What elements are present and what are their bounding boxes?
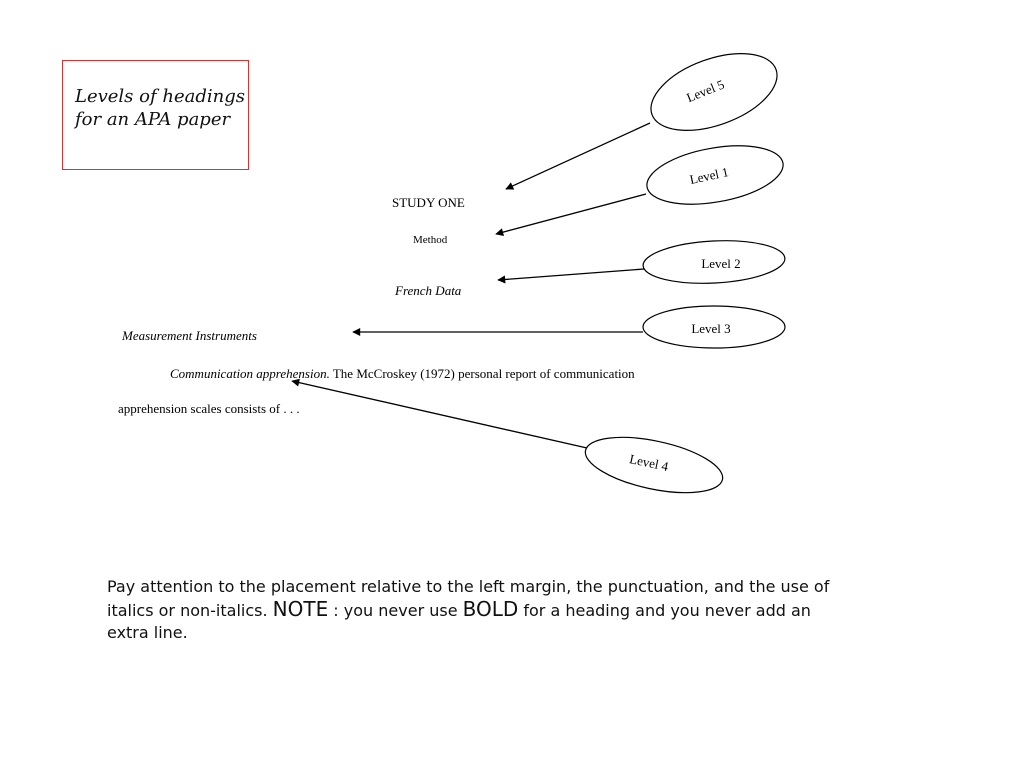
arrow-level-1 xyxy=(496,194,646,234)
bold-word: BOLD xyxy=(462,597,519,621)
paragraph-text: The McCroskey (1972) personal report of communication xyxy=(329,366,635,381)
title-line-1: Levels of headings xyxy=(75,86,245,107)
note-text xyxy=(107,576,847,644)
arrow-level-4 xyxy=(292,381,587,448)
arrow-level-5 xyxy=(506,123,650,189)
note-word: NOTE xyxy=(272,597,329,621)
label-level-1: Level 1 xyxy=(688,164,730,188)
heading-level-2: Method xyxy=(413,234,448,246)
title-line-2: for an APA paper xyxy=(75,109,231,130)
note-part-3: for a heading and you never add an extra line. xyxy=(107,601,811,642)
note-part-2: : you never use xyxy=(328,601,463,620)
paragraph-line-2: apprehension scales consists of . . . xyxy=(118,401,300,416)
note-part-1: Pay attention to the placement relative to the left margin, the punctuation, and the use of italics or non-italics. xyxy=(107,577,830,620)
heading-level-1: STUDY ONE xyxy=(392,195,465,210)
heading-level-5: Communication apprehension. xyxy=(170,366,330,381)
label-level-3: Level 3 xyxy=(691,321,731,336)
label-level-2: Level 2 xyxy=(701,256,741,271)
heading-level-4: Measurement Instruments xyxy=(122,328,257,343)
label-level-4: Level 4 xyxy=(628,451,670,475)
label-level-5: Level 5 xyxy=(684,76,727,106)
arrow-level-2 xyxy=(498,269,644,280)
heading-level-3: French Data xyxy=(395,283,462,298)
